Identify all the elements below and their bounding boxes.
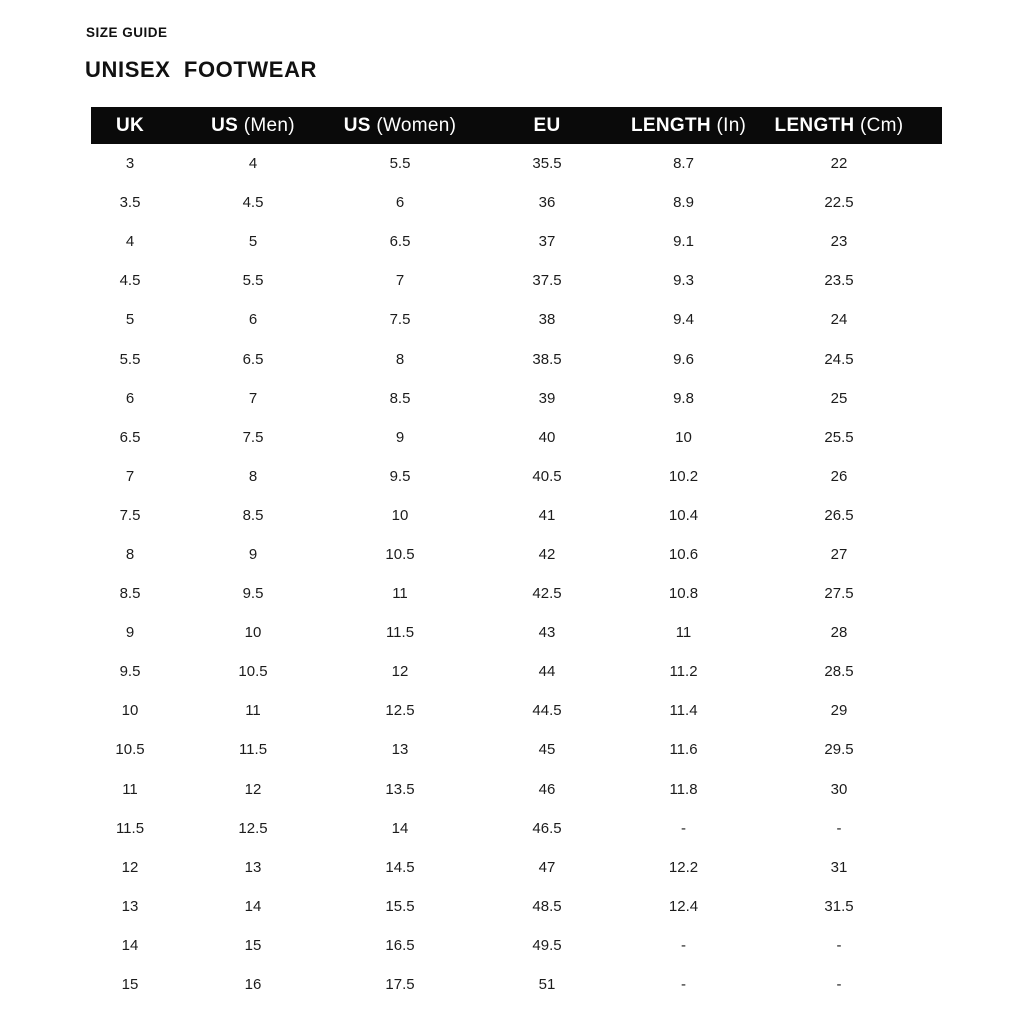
table-cell: 14 <box>121 936 139 954</box>
table-row <box>91 965 942 1004</box>
table-cell: 9 <box>248 545 258 563</box>
table-cell: 9.5 <box>119 663 141 681</box>
table-row <box>91 339 942 378</box>
table-cell: 7 <box>395 272 405 290</box>
column-header-qualifier: (In) <box>710 114 747 136</box>
table-cell: 11 <box>675 624 692 642</box>
table-row <box>91 574 942 613</box>
table-cell: 39 <box>538 389 556 407</box>
table-cell: 8.5 <box>242 506 264 524</box>
table-row <box>91 418 942 457</box>
table-cell: 37.5 <box>532 272 562 290</box>
table-cell: - <box>681 936 686 954</box>
table-cell: 10.5 <box>385 545 415 563</box>
table-row <box>91 144 942 183</box>
table-cell: 11.8 <box>669 780 698 798</box>
table-row <box>91 848 942 887</box>
table-cell: 25.5 <box>824 428 854 446</box>
table-cell: 6 <box>248 311 258 329</box>
table-cell: 8 <box>395 350 405 368</box>
table-cell: 4.5 <box>242 194 264 212</box>
table-cell: 14 <box>244 897 262 915</box>
table-cell: 7 <box>248 389 258 407</box>
column-header-label: LENGTH <box>774 114 855 136</box>
column-header-us-men <box>169 107 337 144</box>
table-row <box>91 926 942 965</box>
table-row <box>91 300 942 339</box>
table-cell: 47 <box>538 858 556 876</box>
table-cell: 11.4 <box>669 702 698 720</box>
table-cell: 5.5 <box>119 350 141 368</box>
table-cell: 10.4 <box>668 506 699 524</box>
table-cell: 11.5 <box>238 741 268 759</box>
column-header-length-cm <box>736 107 942 144</box>
table-cell: 28.5 <box>824 663 854 681</box>
table-cell: 10 <box>244 624 262 642</box>
table-cell: 41 <box>538 506 556 524</box>
table-cell: 12.5 <box>238 819 268 837</box>
table-cell: 24 <box>830 311 848 329</box>
table-cell: 15.5 <box>385 897 415 915</box>
table-cell: 22.5 <box>824 194 854 212</box>
table-cell: 12 <box>244 780 262 798</box>
table-cell: 36 <box>538 194 556 212</box>
table-cell: 22 <box>830 155 848 173</box>
table-cell: 44 <box>538 663 556 681</box>
table-cell: 42 <box>538 545 556 563</box>
column-header-label: LENGTH <box>631 114 711 136</box>
column-header-qualifier: (Cm) <box>854 114 904 136</box>
table-cell: 9.3 <box>673 272 694 290</box>
table-cell: 11.2 <box>669 663 698 681</box>
table-cell: 5.5 <box>242 272 264 290</box>
table-row <box>91 691 942 730</box>
table-cell: 4 <box>248 155 258 173</box>
table-cell: 16.5 <box>385 936 415 954</box>
table-cell: 11.6 <box>669 741 698 759</box>
table-cell: 17.5 <box>385 976 415 994</box>
table-cell: 6.5 <box>119 428 141 446</box>
column-header-eu <box>463 107 631 144</box>
table-cell: 10 <box>391 506 409 524</box>
table-cell: 11 <box>392 585 408 603</box>
table-cell: 9.8 <box>673 389 694 407</box>
eyebrow-label: SIZE GUIDE <box>86 25 168 40</box>
table-cell: 8.7 <box>673 155 694 173</box>
table-cell: 38 <box>538 311 556 329</box>
table-cell: 5 <box>248 233 258 251</box>
table-cell: 11 <box>245 702 261 720</box>
table-cell: - <box>836 819 842 837</box>
table-cell: 12 <box>391 663 409 681</box>
table-row <box>91 652 942 691</box>
table-cell: 8 <box>125 545 135 563</box>
table-cell: 6.5 <box>389 233 411 251</box>
table-cell: 9.5 <box>242 585 264 603</box>
table-cell: 13 <box>244 858 262 876</box>
table-cell: 27 <box>830 545 848 563</box>
table-cell: 14 <box>391 819 409 837</box>
table-cell: 8 <box>248 467 258 485</box>
table-cell: - <box>836 976 842 994</box>
table-cell: 44.5 <box>532 702 562 720</box>
table-row <box>91 222 942 261</box>
table-cell: 10 <box>675 428 692 446</box>
table-cell: 8.5 <box>389 389 411 407</box>
table-cell: 23.5 <box>824 272 854 290</box>
column-header-us-women <box>337 107 463 144</box>
table-cell: 12 <box>121 858 139 876</box>
table-cell: 10 <box>121 702 139 720</box>
size-conversion-table <box>91 107 942 1004</box>
column-header-label: US <box>211 114 239 136</box>
size-table-body <box>91 144 942 1004</box>
table-cell: 12.2 <box>668 858 699 876</box>
table-cell: 4 <box>125 233 135 251</box>
table-header-row <box>91 107 942 144</box>
table-cell: 10.5 <box>238 663 268 681</box>
table-cell: 7.5 <box>389 311 411 329</box>
table-cell: 12.5 <box>385 702 415 720</box>
table-cell: 40.5 <box>532 467 562 485</box>
table-cell: 15 <box>244 936 262 954</box>
table-cell: 46.5 <box>532 819 562 837</box>
table-cell: 29.5 <box>824 741 854 759</box>
table-row <box>91 730 942 769</box>
table-row <box>91 613 942 652</box>
table-row <box>91 183 942 222</box>
table-cell: - <box>681 819 686 837</box>
table-cell: 25 <box>830 389 848 407</box>
table-cell: 6 <box>395 194 405 212</box>
table-cell: 11 <box>122 780 138 798</box>
table-cell: 11.5 <box>385 624 415 642</box>
table-row <box>91 379 942 418</box>
table-cell: 37 <box>538 233 556 251</box>
table-cell: 26.5 <box>824 506 854 524</box>
column-header-label: US <box>343 114 371 136</box>
table-cell: 9 <box>395 428 405 446</box>
table-cell: 40 <box>538 428 556 446</box>
column-header-qualifier: (Men) <box>238 114 295 136</box>
table-cell: 26 <box>830 467 848 485</box>
table-cell: 9 <box>125 624 135 642</box>
table-row <box>91 770 942 809</box>
table-cell: 9.4 <box>673 311 694 329</box>
table-cell: 42.5 <box>532 585 562 603</box>
table-cell: 48.5 <box>532 897 562 915</box>
table-cell: 6 <box>125 389 135 407</box>
table-cell: 10.8 <box>668 585 699 603</box>
table-cell: 27.5 <box>824 585 854 603</box>
table-cell: 12.4 <box>668 897 699 915</box>
table-row <box>91 261 942 300</box>
table-cell: 16 <box>244 976 262 994</box>
column-header-label: EU <box>533 114 561 136</box>
table-cell: 10.2 <box>668 467 699 485</box>
table-row <box>91 535 942 574</box>
table-cell: 29 <box>830 702 848 720</box>
table-cell: 15 <box>121 976 139 994</box>
table-cell: 11.5 <box>115 819 145 837</box>
column-header-qualifier: (Women) <box>370 114 457 136</box>
table-cell: 6.5 <box>242 350 264 368</box>
table-cell: 7 <box>125 467 135 485</box>
table-cell: 8.9 <box>673 194 694 212</box>
table-cell: 10.6 <box>668 545 699 563</box>
table-cell: 8.5 <box>119 585 141 603</box>
table-cell: 28 <box>830 624 848 642</box>
table-cell: 5.5 <box>389 155 411 173</box>
table-cell: 24.5 <box>824 350 854 368</box>
table-cell: 51 <box>538 976 556 994</box>
table-cell: - <box>836 936 842 954</box>
table-cell: 9.5 <box>389 467 411 485</box>
column-header-length-in <box>631 107 747 144</box>
table-cell: 7.5 <box>242 428 264 446</box>
table-cell: 9.6 <box>673 350 694 368</box>
table-row <box>91 809 942 848</box>
page-title: UNISEX FOOTWEAR <box>85 57 318 82</box>
table-cell: 4.5 <box>119 272 141 290</box>
table-cell: 3 <box>125 155 135 173</box>
table-cell: 46 <box>538 780 556 798</box>
column-header-uk <box>91 107 169 144</box>
table-cell: 13.5 <box>385 780 415 798</box>
table-cell: 43 <box>538 624 556 642</box>
table-cell: 38.5 <box>532 350 562 368</box>
table-cell: - <box>681 976 686 994</box>
table-cell: 5 <box>125 311 135 329</box>
table-cell: 23 <box>830 233 848 251</box>
table-cell: 14.5 <box>385 858 415 876</box>
table-cell: 49.5 <box>532 936 562 954</box>
table-cell: 7.5 <box>119 506 141 524</box>
table-cell: 31 <box>830 858 848 876</box>
table-cell: 35.5 <box>532 155 562 173</box>
column-header-label: UK <box>115 114 145 136</box>
table-cell: 13 <box>121 897 139 915</box>
table-cell: 30 <box>830 780 848 798</box>
table-row <box>91 457 942 496</box>
table-row <box>91 496 942 535</box>
table-cell: 31.5 <box>824 897 854 915</box>
table-cell: 3.5 <box>119 194 141 212</box>
table-cell: 45 <box>538 741 556 759</box>
table-row <box>91 887 942 926</box>
table-cell: 13 <box>391 741 409 759</box>
table-cell: 10.5 <box>115 741 145 759</box>
table-cell: 9.1 <box>673 233 694 251</box>
